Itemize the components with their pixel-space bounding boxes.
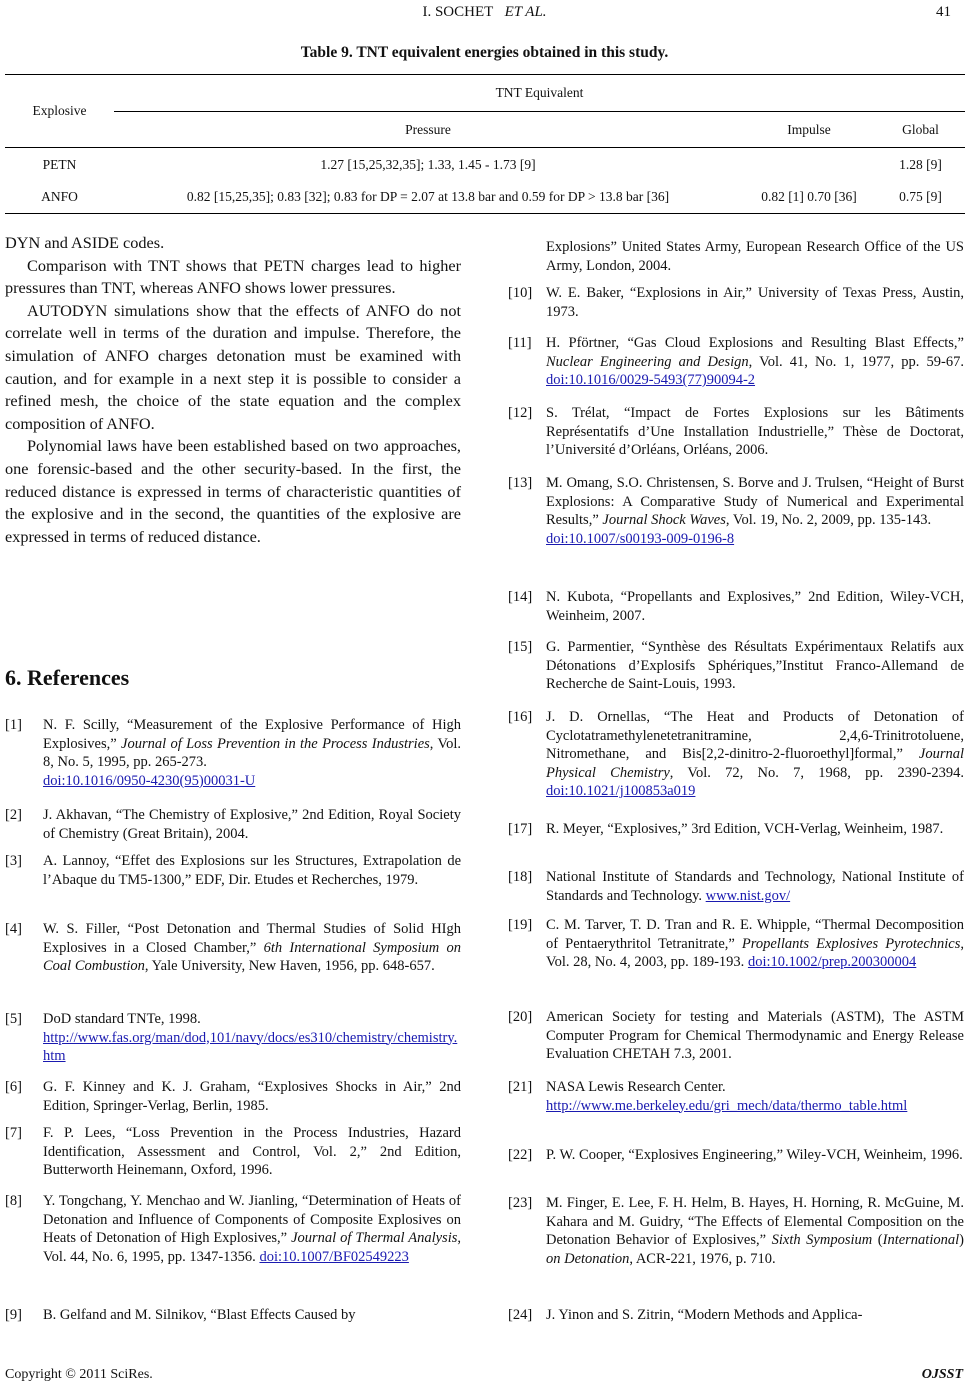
ref-text: , Vol. 41, No. 1, 1977, pp. 59-67. — [748, 353, 964, 370]
reference-item — [5, 716, 461, 790]
ref-journal: Nuclear Engineering and Design — [546, 353, 749, 370]
ref-number: [12] — [508, 405, 533, 421]
group-header: TNT Equivalent — [114, 75, 965, 112]
page-number: 41 — [936, 4, 951, 20]
reference-item — [5, 1078, 461, 1115]
reference-continuation — [508, 238, 964, 275]
ref-text: National Institute of Standards and Technology, National Institute of Standards and Technology. — [546, 869, 964, 904]
ref-text: A. Lannoy, “Effet des Explosions sur les Structures, Extrapolation de l’Abaque du TM5-1300,” EDF, Dir. Etudes et Recherches, 1979. — [43, 853, 461, 888]
doi-link[interactable]: doi:10.1021/j100853a019 — [546, 783, 696, 800]
paragraph: DYN and ASIDE codes. — [5, 233, 165, 252]
reference-item — [508, 284, 964, 321]
ref-number: [15] — [508, 639, 533, 655]
ref-text: N. F. Scilly, “Measurement of the Explosive Performance of High Explosives,” — [43, 717, 461, 752]
header-etal: ET AL. — [504, 4, 547, 20]
ref-journal: on Detonation — [546, 1250, 630, 1267]
ref-number: [18] — [508, 869, 533, 885]
ref-journal: Journal of Thermal Analysis — [291, 1230, 458, 1247]
running-header — [0, 4, 969, 21]
ref-text: W. E. Baker, “Explosions in Air,” University of Texas Press, Austin, 1973. — [546, 285, 964, 320]
ref-number: [11] — [508, 335, 532, 351]
reference-item — [508, 868, 964, 905]
reference-item — [508, 916, 964, 972]
ref-number: [7] — [5, 1125, 22, 1141]
ref-text: N. Kubota, “Propellants and Explosives,” 2nd Edition, Wiley-VCH, Weinheim, 2007. — [546, 589, 964, 624]
ref-journal: International — [882, 1232, 960, 1249]
doi-link[interactable]: doi:10.1007/BF02549223 — [259, 1248, 409, 1265]
reference-item — [508, 334, 964, 390]
ref-number: [2] — [5, 807, 22, 823]
ref-number: [10] — [508, 285, 533, 301]
ref-number: [17] — [508, 821, 533, 837]
ref-number: [14] — [508, 589, 533, 605]
ref-text: American Society for testing and Materials (ASTM), The ASTM Computer Program for Chemical Thermodynamic and Energy Release Evaluation CHETAH 7.3, 2001. — [546, 1009, 964, 1063]
ref-text: , Vol. 72, No. 7, 1968, pp. 2390-2394. — [669, 764, 964, 781]
copyright-footer: Copyright © 2011 SciRes. — [5, 1367, 153, 1382]
doi-link[interactable]: doi:10.1016/0950-4230(95)00031-U — [43, 772, 256, 789]
ref-number: [16] — [508, 709, 533, 725]
cell-global: 0.75 [9] — [899, 189, 942, 205]
ref-text: , Yale University, New Haven, 1956, pp. 648-657. — [144, 958, 435, 975]
cell-impulse: 0.82 [1] 0.70 [36] — [761, 189, 857, 205]
cell-explosive: ANFO — [41, 189, 78, 205]
ref-text: NASA Lewis Research Center. — [546, 1079, 726, 1095]
references-heading: 6. References — [5, 665, 130, 690]
left-column-text — [5, 232, 461, 548]
ref-text: ( — [872, 1232, 883, 1249]
table-row — [5, 148, 965, 182]
reference-item — [5, 920, 461, 976]
reference-item — [508, 1194, 964, 1268]
ref-text: F. P. Lees, “Loss Prevention in the Process Industries, Hazard Identification, Assessment and Control, Vol. 2,” 2nd Edition, Butterworth Heinemann, Oxford, 1996. — [43, 1125, 461, 1179]
reference-item — [5, 806, 461, 843]
ref-text: R. Meyer, “Explosives,” 3rd Edition, VCH-Verlag, Weinheim, 1987. — [546, 821, 944, 837]
cell-global: 1.28 [9] — [899, 156, 942, 172]
ref-text: W. S. Filler, “Post Detonation and Thermal Studies of Solid HIgh Explosives in a Closed Chamber,” — [43, 921, 461, 956]
reference-item — [508, 708, 964, 801]
ref-number: [23] — [508, 1195, 533, 1211]
reference-item — [508, 1078, 964, 1115]
reference-item — [508, 1146, 964, 1165]
col-global-header: Global — [876, 112, 965, 148]
ref-text: , Vol. 8, No. 5, 1995, pp. 265-273. — [43, 735, 461, 771]
ref-text: , ACR-221, 1976, p. 710. — [629, 1250, 776, 1267]
ref-number: [8] — [5, 1193, 22, 1209]
url-link[interactable]: http://www.me.berkeley.edu/gri_mech/data/thermo_table.html — [546, 1097, 908, 1114]
reference-item — [5, 1124, 461, 1180]
ref-journal: 6th International Symposium on Coal Combustion — [43, 939, 461, 975]
ref-text: J. D. Ornellas, “The Heat and Products of Detonation of Cyclotatramethylenetetranitramine, 2,4,6-Trinitrotoluene, Nitromethane, and Bis[2,2-dinitro-2-fluoroethyl]formal,” — [546, 709, 964, 763]
ref-text: G. Parmentier, “Synthèse des Résultats Expérimentaux Relatifs aux Détonations d’Explosifs Sphériques,”Institut Franco-Allemand de Recherche de Saint-Louis, 1993. — [546, 639, 964, 693]
ref-text: J. Yinon and S. Zitrin, “Modern Methods and Applica- — [546, 1307, 863, 1323]
col-explosive-header: Explosive — [5, 75, 114, 148]
reference-item — [5, 1010, 461, 1066]
ref-journal: Journal of Loss Prevention in the Process Industries — [121, 735, 430, 752]
table-caption: Table 9. TNT equivalent energies obtained in this study. — [300, 44, 669, 61]
reference-item — [508, 638, 964, 694]
ref-text: , Vol. 19, No. 2, 2009, pp. 135-143. — [725, 512, 932, 529]
doi-link[interactable]: doi:10.1002/prep.200300004 — [747, 954, 917, 971]
ref-number: [1] — [5, 717, 22, 733]
paragraph: Comparison with TNT shows that PETN charges lead to higher pressures than TNT, whereas ANFO shows lower pressures. — [5, 255, 461, 298]
paragraph: Polynomial laws have been established based on two approaches, one forensic-based and the other security-based. In the first, the reduced distance is expressed in terms of characteristic quantities of the explosive and in the second, the quantities of the explosive are expressed in terms of reduced distance. — [5, 436, 461, 546]
doi-link[interactable]: doi:10.1007/s00193-009-0196-8 — [546, 530, 735, 547]
ref-text: ) — [959, 1232, 964, 1249]
table-row — [5, 182, 965, 214]
ref-text: , Vol. 28, No. 4, 2003, pp. 189-193. — [546, 935, 964, 971]
tnt-equivalent-table — [5, 74, 965, 214]
reference-item — [5, 1306, 461, 1325]
ref-number: [21] — [508, 1079, 533, 1095]
col-impulse-header: Impulse — [742, 112, 876, 148]
ref-number: [20] — [508, 1009, 533, 1025]
ref-text: S. Trélat, “Impact de Fortes Explosions sur les Bâtiments Représentatifs d’Une Installation Industrielle,” Thèse de Doctorat, l’Université d’Orléans, Orléans, 2006. — [546, 405, 964, 459]
ref-number: [22] — [508, 1147, 533, 1163]
col-pressure-header: Pressure — [114, 112, 742, 148]
reference-item — [508, 1008, 964, 1064]
ref-text: M. Omang, S.O. Christensen, S. Borve and J. Trulsen, “Height of Burst Explosions: A Comparative Study of Numerical and Experimental Results,” — [546, 475, 964, 529]
ref-journal: Sixth Symposium — [771, 1232, 873, 1249]
reference-item — [508, 1306, 964, 1325]
ref-journal: Journal Physical Chemistry — [546, 746, 964, 781]
ref-number: [19] — [508, 917, 533, 933]
reference-item — [508, 474, 964, 548]
ref-number: [5] — [5, 1011, 22, 1027]
ref-text: G. F. Kinney and K. J. Graham, “Explosives Shocks in Air,” 2nd Edition, Springer-Verlag, Berlin, 1985. — [43, 1079, 461, 1114]
ref-number: [24] — [508, 1307, 533, 1323]
reference-item — [508, 588, 964, 625]
ref-text: P. W. Cooper, “Explosives Engineering,” Wiley-VCH, Weinheim, 1996. — [546, 1147, 963, 1163]
url-link[interactable]: http://www.fas.org/man/dod,101/navy/docs/es310/chemistry/chemistry.htm — [43, 1029, 458, 1065]
ref-text: C. M. Tarver, T. D. Tran and R. E. Whipple, “Thermal Decomposition of Pentaerythritol Tetranitrate,” — [546, 917, 964, 952]
reference-item — [5, 1192, 461, 1266]
ref-number: [9] — [5, 1307, 22, 1323]
paragraph: AUTODYN simulations show that the effects of ANFO do not correlate well in terms of the duration and impulse. Therefore, the simulation of ANFO charges detonation must be examined with caution, and for example in a next step it is possible to consider a refined mesh, the choice of the state equation and the complex composition of ANFO. — [5, 300, 461, 433]
cell-explosive: PETN — [42, 156, 77, 172]
reference-item — [508, 820, 964, 839]
ref-text: H. Pförtner, “Gas Cloud Explosions and Resulting Blast Effects,” — [546, 335, 964, 351]
ref-text: J. Akhavan, “The Chemistry of Explosive,” 2nd Edition, Royal Society of Chemistry (Great Britain), 2004. — [43, 807, 461, 842]
journal-footer: OJSST — [921, 1367, 963, 1382]
header-author: I. SOCHET — [422, 4, 494, 20]
cell-pressure: 0.82 [15,25,35]; 0.83 [32]; 0.83 for DP = 2.07 at 13.8 bar and 0.59 for DP > 13.8 bar [36] — [186, 189, 670, 205]
ref-text: DoD standard TNTe, 1998. — [43, 1011, 201, 1027]
ref-journal: Propellants Explosives Pyrotechnics — [741, 935, 961, 952]
reference-item — [508, 404, 964, 460]
ref-number: [6] — [5, 1079, 22, 1095]
ref-text: B. Gelfand and M. Silnikov, “Blast Effects Caused by — [43, 1307, 356, 1323]
ref-number: [3] — [5, 853, 22, 869]
ref-text: Explosions” United States Army, European Research Office of the US Army, London, 2004. — [546, 239, 964, 274]
ref-text: Y. Tongchang, Y. Menchao and W. Jianling, “Determination of Heats of Detonation and Influence of Components of Composite Explosives on Heats of Detonation of High Explosives,” — [43, 1193, 461, 1247]
ref-number: [13] — [508, 475, 533, 491]
reference-item — [5, 852, 461, 889]
ref-number: [4] — [5, 921, 22, 937]
url-link[interactable]: www.nist.gov/ — [705, 887, 791, 904]
ref-text: , Vol. 44, No. 6, 1995, pp. 1347-1356. — [43, 1230, 461, 1265]
ref-text: M. Finger, E. Lee, F. H. Helm, B. Hayes, H. Horning, R. McGuine, M. Kahara and M. Guidry, “The Effects of Elemental Composition on the Detonation Behavior of Explosives,” — [546, 1195, 964, 1249]
ref-journal: Journal Shock Waves — [602, 512, 726, 529]
doi-link[interactable]: doi:10.1016/0029-5493(77)90094-2 — [546, 372, 756, 389]
cell-impulse — [742, 148, 876, 182]
cell-pressure: 1.27 [15,25,32,35]; 1.33, 1.45 - 1.73 [9] — [320, 156, 536, 172]
